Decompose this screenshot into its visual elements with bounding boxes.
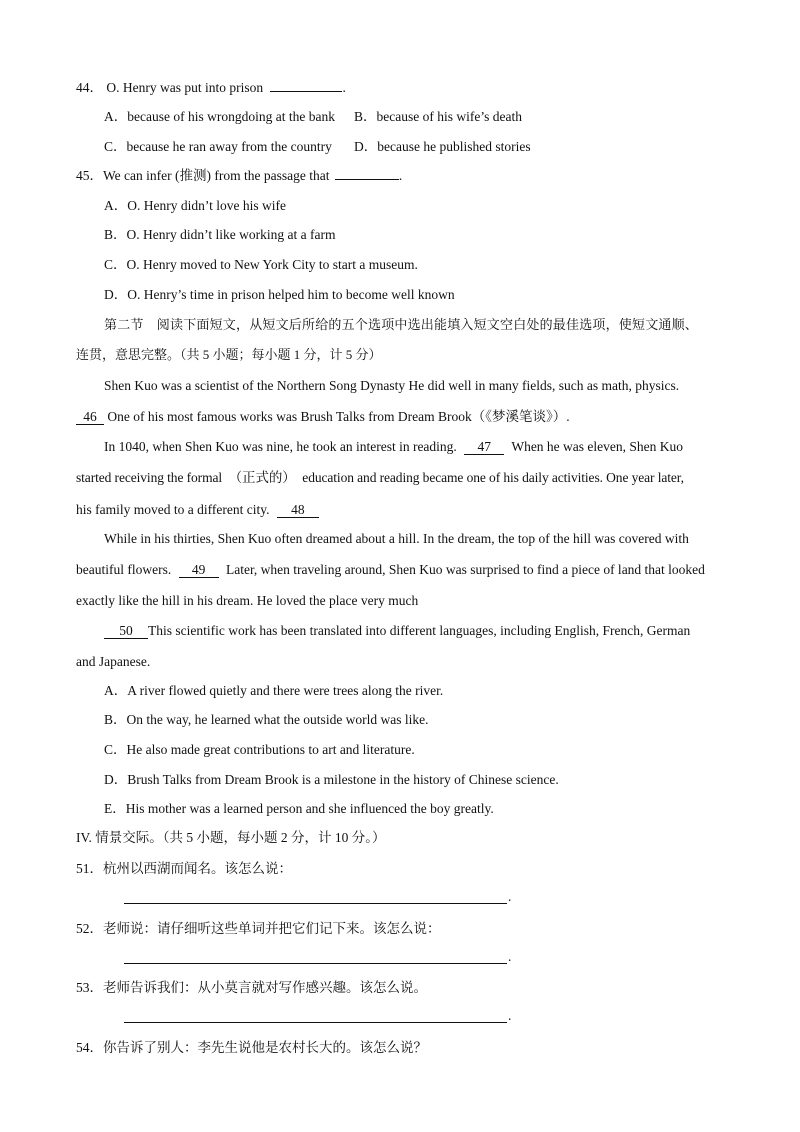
blank-50: 50 (104, 623, 148, 639)
option-b: B．O. Henry didn’t like working at a farm (104, 227, 336, 242)
passage-text: One of his most famous works was Brush Talks from Dream Brook（《梦溪笔谈》）. (107, 409, 570, 424)
option-a: A．because of his wrongdoing at the bank (104, 109, 335, 124)
period: . (508, 889, 512, 904)
question-stem: 44． O. Henry was put into prison (76, 80, 264, 95)
question-54: 54．你告诉了别人：李先生说他是农村长大的。该怎么说？ (76, 1040, 427, 1055)
blank-47: 47 (464, 439, 504, 455)
answer-line[interactable] (124, 1022, 507, 1023)
answer-line[interactable] (124, 903, 507, 904)
passage-text: In 1040, when Shen Kuo was nine, he took an interest in reading. (104, 439, 457, 454)
period: . (398, 168, 403, 183)
passage-line (104, 622, 690, 640)
blank-46: 46 (76, 409, 104, 425)
section-title: IV. 情景交际。（共 5 小题，每小题 2 分，计 10 分。） (76, 830, 386, 845)
answer-blank (335, 167, 399, 180)
question-45 (76, 167, 402, 185)
period: . (508, 949, 512, 964)
passage-text: Later, when traveling around, Shen Kuo was surprised to find a piece of land that looked (225, 562, 705, 577)
passage-line: started receiving the formal （正式的） education and reading became one of his daily activities. One year later, (76, 470, 684, 485)
option-c: C．O. Henry moved to New York City to start a museum. (104, 257, 418, 272)
passage-line (76, 501, 319, 519)
passage-line: Shen Kuo was a scientist of the Northern Song Dynasty He did well in many fields, such as math, physics. (104, 378, 680, 393)
option-d: D．because he published stories (354, 139, 531, 154)
question-51: 51．杭州以西湖而闻名。该怎么说： (76, 861, 292, 876)
passage-line: exactly like the hill in his dream. He loved the place very much (76, 593, 419, 608)
question-53: 53．老师告诉我们：从小莫言就对写作感兴趣。该怎么说。 (76, 980, 427, 995)
blank-49: 49 (179, 562, 219, 578)
section-instructions-cont: 连贯，意思完整。（共 5 小题；每小题 1 分，计 5 分） (76, 347, 382, 362)
passage-text: This scientific work has been translated into different languages, including English, French, German (148, 623, 691, 638)
passage-text: When he was eleven, Shen Kuo (511, 439, 684, 454)
passage-line (76, 561, 705, 579)
answer-line[interactable] (124, 963, 507, 964)
option-b: B．because of his wife’s death (354, 109, 522, 124)
period: . (508, 1008, 512, 1023)
passage-line (104, 438, 683, 456)
passage-text: beautiful flowers. (76, 562, 172, 577)
choice-b: B．On the way, he learned what the outside world was like. (104, 712, 429, 727)
question-44 (76, 79, 346, 97)
answer-blank (270, 79, 342, 92)
question-stem: 45．We can infer (推测) from the passage that (76, 168, 330, 183)
question-52: 52．老师说：请仔细听这些单词并把它们记下来。该怎么说： (76, 921, 441, 936)
blank-48: 48 (277, 502, 319, 518)
passage-text: his family moved to a different city. (76, 502, 270, 517)
choice-d: D．Brush Talks from Dream Brook is a milestone in the history of Chinese science. (104, 772, 559, 787)
option-c: C．because he ran away from the country (104, 139, 332, 154)
option-a: A．O. Henry didn’t love his wife (104, 198, 286, 213)
choice-a: A．A river flowed quietly and there were trees along the river. (104, 683, 444, 698)
option-d: D．O. Henry’s time in prison helped him to become well known (104, 287, 455, 302)
section-instructions: 第二节 阅读下面短文，从短文后所给的五个选项中选出能填入短文空白处的最佳选项，使短文通顺、 (104, 317, 699, 332)
passage-line: While in his thirties, Shen Kuo often dreamed about a hill. In the dream, the top of the hill was covered with (104, 531, 689, 546)
choice-e: E．His mother was a learned person and she influenced the boy greatly. (104, 801, 494, 816)
period: . (342, 80, 346, 95)
passage-line: and Japanese. (76, 654, 151, 669)
choice-c: C．He also made great contributions to art and literature. (104, 742, 415, 757)
passage-line (76, 408, 570, 426)
